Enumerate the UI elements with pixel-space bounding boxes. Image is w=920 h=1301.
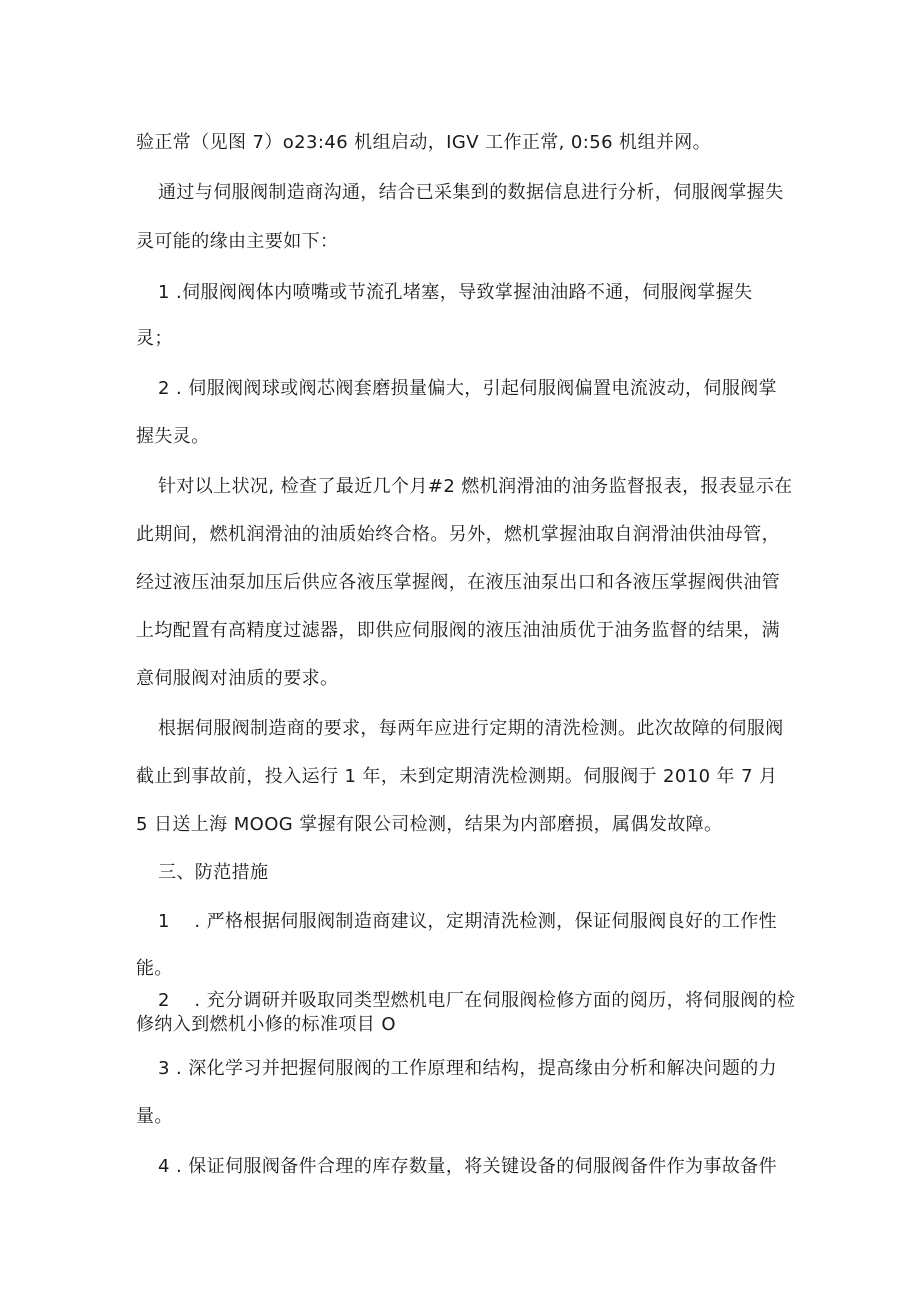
- list-item-2-line: 2 . 伺服阀阀球或阀芯阀套磨损量偏大，引起伺服阀偏置电流波动，伺服阀掌: [158, 378, 778, 399]
- measure-1-line: 1 . 严格根据伺服阀制造商建议，定期清洗检测，保证伺服阀良好的工作性: [158, 911, 778, 932]
- paragraph-start-line: 通过与伺服阀制造商沟通，结合已采集到的数据信息进行分析，伺服阀掌握失: [158, 182, 784, 203]
- paragraph-start-line: 根据伺服阀制造商的要求，每两年应进行定期的清洗检测。此次故障的伺服阀: [158, 718, 784, 739]
- text-line: 修纳入到燃机小修的标准项目 O: [136, 1014, 396, 1035]
- text-line: 5 日送上海 MOOG 掌握有限公司检测，结果为内部磨损，属偶发故障。: [136, 814, 723, 835]
- text-line: 此期间，燃机润滑油的油质始终合格。另外，燃机掌握油取自润滑油供油母管，: [136, 524, 780, 545]
- measure-2-line: 2 . 充分调研并吸取同类型燃机电厂在伺服阀检修方面的阅历，将伺服阀的检: [158, 990, 796, 1011]
- section-heading: 三、防范措施: [158, 862, 269, 883]
- text-line: 上均配置有高精度过滤器，即供应伺服阀的液压油油质优于油务监督的结果，满: [136, 620, 780, 641]
- text-line: 截止到事故前，投入运行 1 年，未到定期清洗检测期。伺服阀于 2010 年 7 月: [136, 766, 778, 787]
- measure-3-line: 3 . 深化学习并把握伺服阀的工作原理和结构，提高缘由分析和解决问题的力: [158, 1058, 778, 1079]
- list-item-1-line: 1 .伺服阀阀体内喷嘴或节流孔堵塞，导致掌握油油路不通，伺服阀掌握失: [158, 282, 753, 303]
- text-line: 验正常（见图 7）o23:46 机组启动，IGV 工作正常, 0:56 机组并网。: [136, 132, 712, 153]
- text-line: 经过液压油泵加压后供应各液压掌握阀，在液压油泵出口和各液压掌握阀供油管: [136, 572, 780, 593]
- text-line: 灵可能的缘由主要如下：: [136, 231, 339, 252]
- text-line: 握失灵。: [136, 426, 210, 447]
- measure-4-line: 4 . 保证伺服阀备件合理的库存数量，将关键设备的伺服阀备件作为事故备件: [158, 1156, 778, 1177]
- text-line: 意伺服阀对油质的要求。: [136, 668, 339, 689]
- text-line: 灵；: [136, 328, 173, 349]
- text-line: 量。: [136, 1106, 173, 1127]
- text-line: 能。: [136, 958, 173, 979]
- paragraph-start-line: 针对以上状况, 检查了最近几个月#2 燃机润滑油的油务监督报表，报表显示在: [158, 476, 793, 497]
